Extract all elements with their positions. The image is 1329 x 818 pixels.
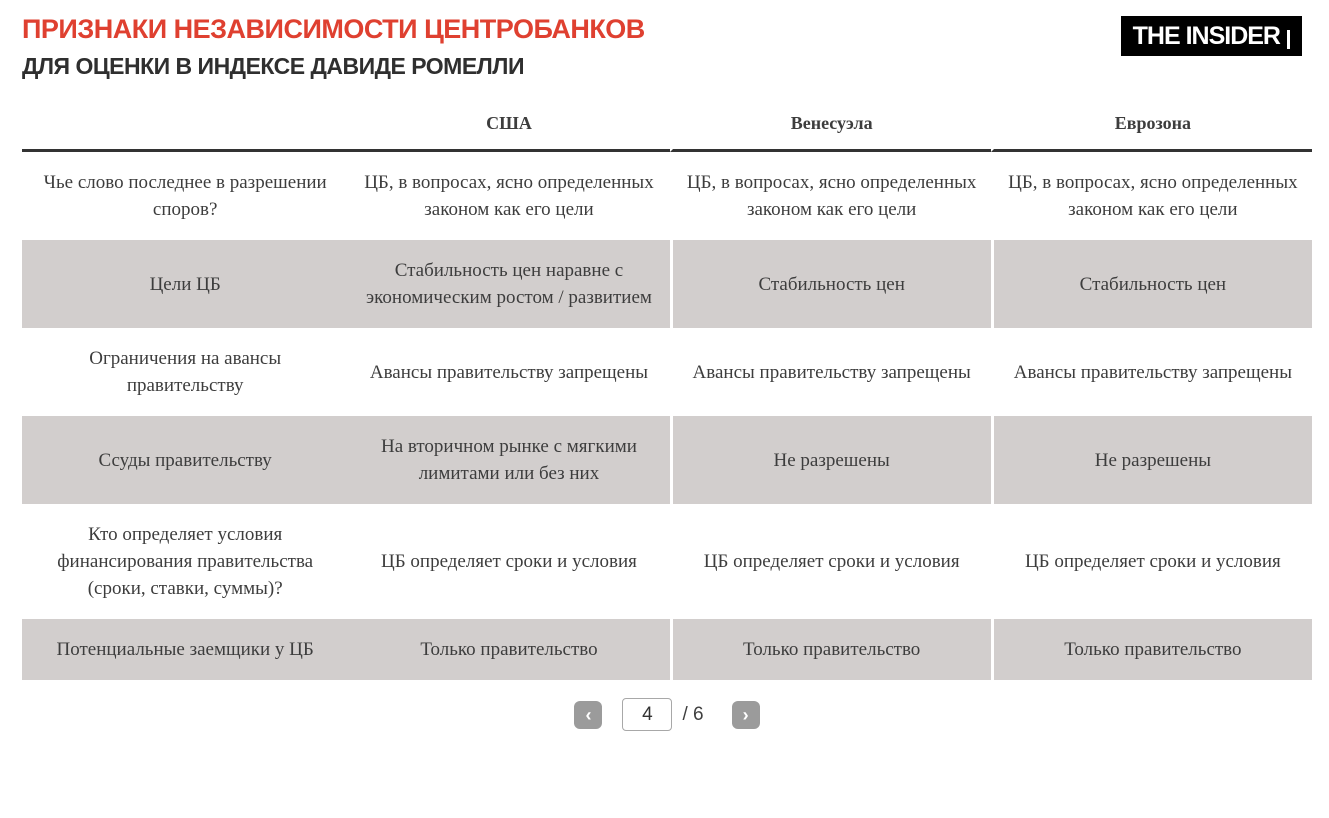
prev-page-button[interactable]	[574, 701, 602, 729]
logo-text: THE INSIDER	[1132, 22, 1280, 50]
table-cell: Авансы правительству запрещены	[991, 328, 1312, 416]
table-cell: ЦБ определяет сроки и условия	[670, 504, 991, 619]
table-row	[22, 240, 1312, 328]
chevron-left-icon: ‹	[585, 704, 592, 725]
row-label: Чье слово последнее в разрешении споров?	[43, 172, 327, 220]
column-header-venezuela: Венесуэла	[670, 105, 991, 152]
table-cell: Только правительство	[991, 619, 1312, 680]
central-bank-independence-table	[22, 105, 1312, 680]
column-header-eurozone: Еврозона	[991, 105, 1312, 152]
table-cell: ЦБ, в вопросах, ясно определенных законом как его цели	[670, 152, 991, 240]
header-row	[22, 105, 1312, 152]
row-label: Цели ЦБ	[22, 240, 348, 328]
table-cell: ЦБ определяет сроки и условия	[991, 504, 1312, 619]
table-row	[22, 416, 1312, 504]
page-subtitle: ДЛЯ ОЦЕНКИ В ИНДЕКСЕ ДАВИДЕ РОМЕЛЛИ	[22, 53, 524, 79]
chevron-right-icon: ›	[742, 704, 749, 725]
table-cell: Стабильность цен	[670, 240, 991, 328]
page-number-input[interactable]	[622, 698, 672, 731]
logo-cursor-icon	[1287, 30, 1290, 49]
table-cell: Не разрешены	[991, 416, 1312, 504]
title-block	[22, 14, 645, 79]
table-cell: Только правительство	[670, 619, 991, 680]
column-header-criteria	[22, 105, 348, 152]
table-cell: Только правительство	[348, 619, 669, 680]
page-total-label: / 6	[682, 703, 704, 725]
column-header-usa: США	[348, 105, 669, 152]
table-cell: Стабильность цен	[991, 240, 1312, 328]
table-cell: Не разрешены	[670, 416, 991, 504]
table-cell: Авансы правительству запрещены	[670, 328, 991, 416]
header	[22, 14, 1312, 79]
pagination	[22, 698, 1312, 731]
table-cell: На вторичном рынке с мягкими лимитами или без них	[348, 416, 669, 504]
table-row	[22, 152, 1312, 240]
table-cell: ЦБ, в вопросах, ясно определенных законом как его цели	[364, 172, 654, 220]
row-label: Ссуды правительству	[22, 416, 348, 504]
table-cell: ЦБ, в вопросах, ясно определенных законом как его цели	[991, 152, 1312, 240]
table-row	[22, 504, 1312, 619]
table-row	[22, 619, 1312, 680]
comparison-table-wrapper	[22, 105, 1312, 680]
table-cell: ЦБ определяет сроки и условия	[381, 551, 637, 572]
page-title: ПРИЗНАКИ НЕЗАВИСИМОСТИ ЦЕНТРОБАНКОВ	[22, 14, 645, 44]
the-insider-logo	[1121, 16, 1302, 56]
row-label: Ограничения на авансы правительству	[89, 348, 282, 396]
row-label: Потенциальные заемщики у ЦБ	[22, 619, 348, 680]
next-page-button[interactable]	[732, 701, 760, 729]
row-label: Кто определяет условия финансирования правительства (сроки, ставки, суммы)?	[57, 524, 314, 599]
table-row	[22, 328, 1312, 416]
table-cell: Стабильность цен наравне с экономическим ростом / развитием	[348, 240, 669, 328]
table-cell: Авансы правительству запрещены	[369, 361, 649, 383]
